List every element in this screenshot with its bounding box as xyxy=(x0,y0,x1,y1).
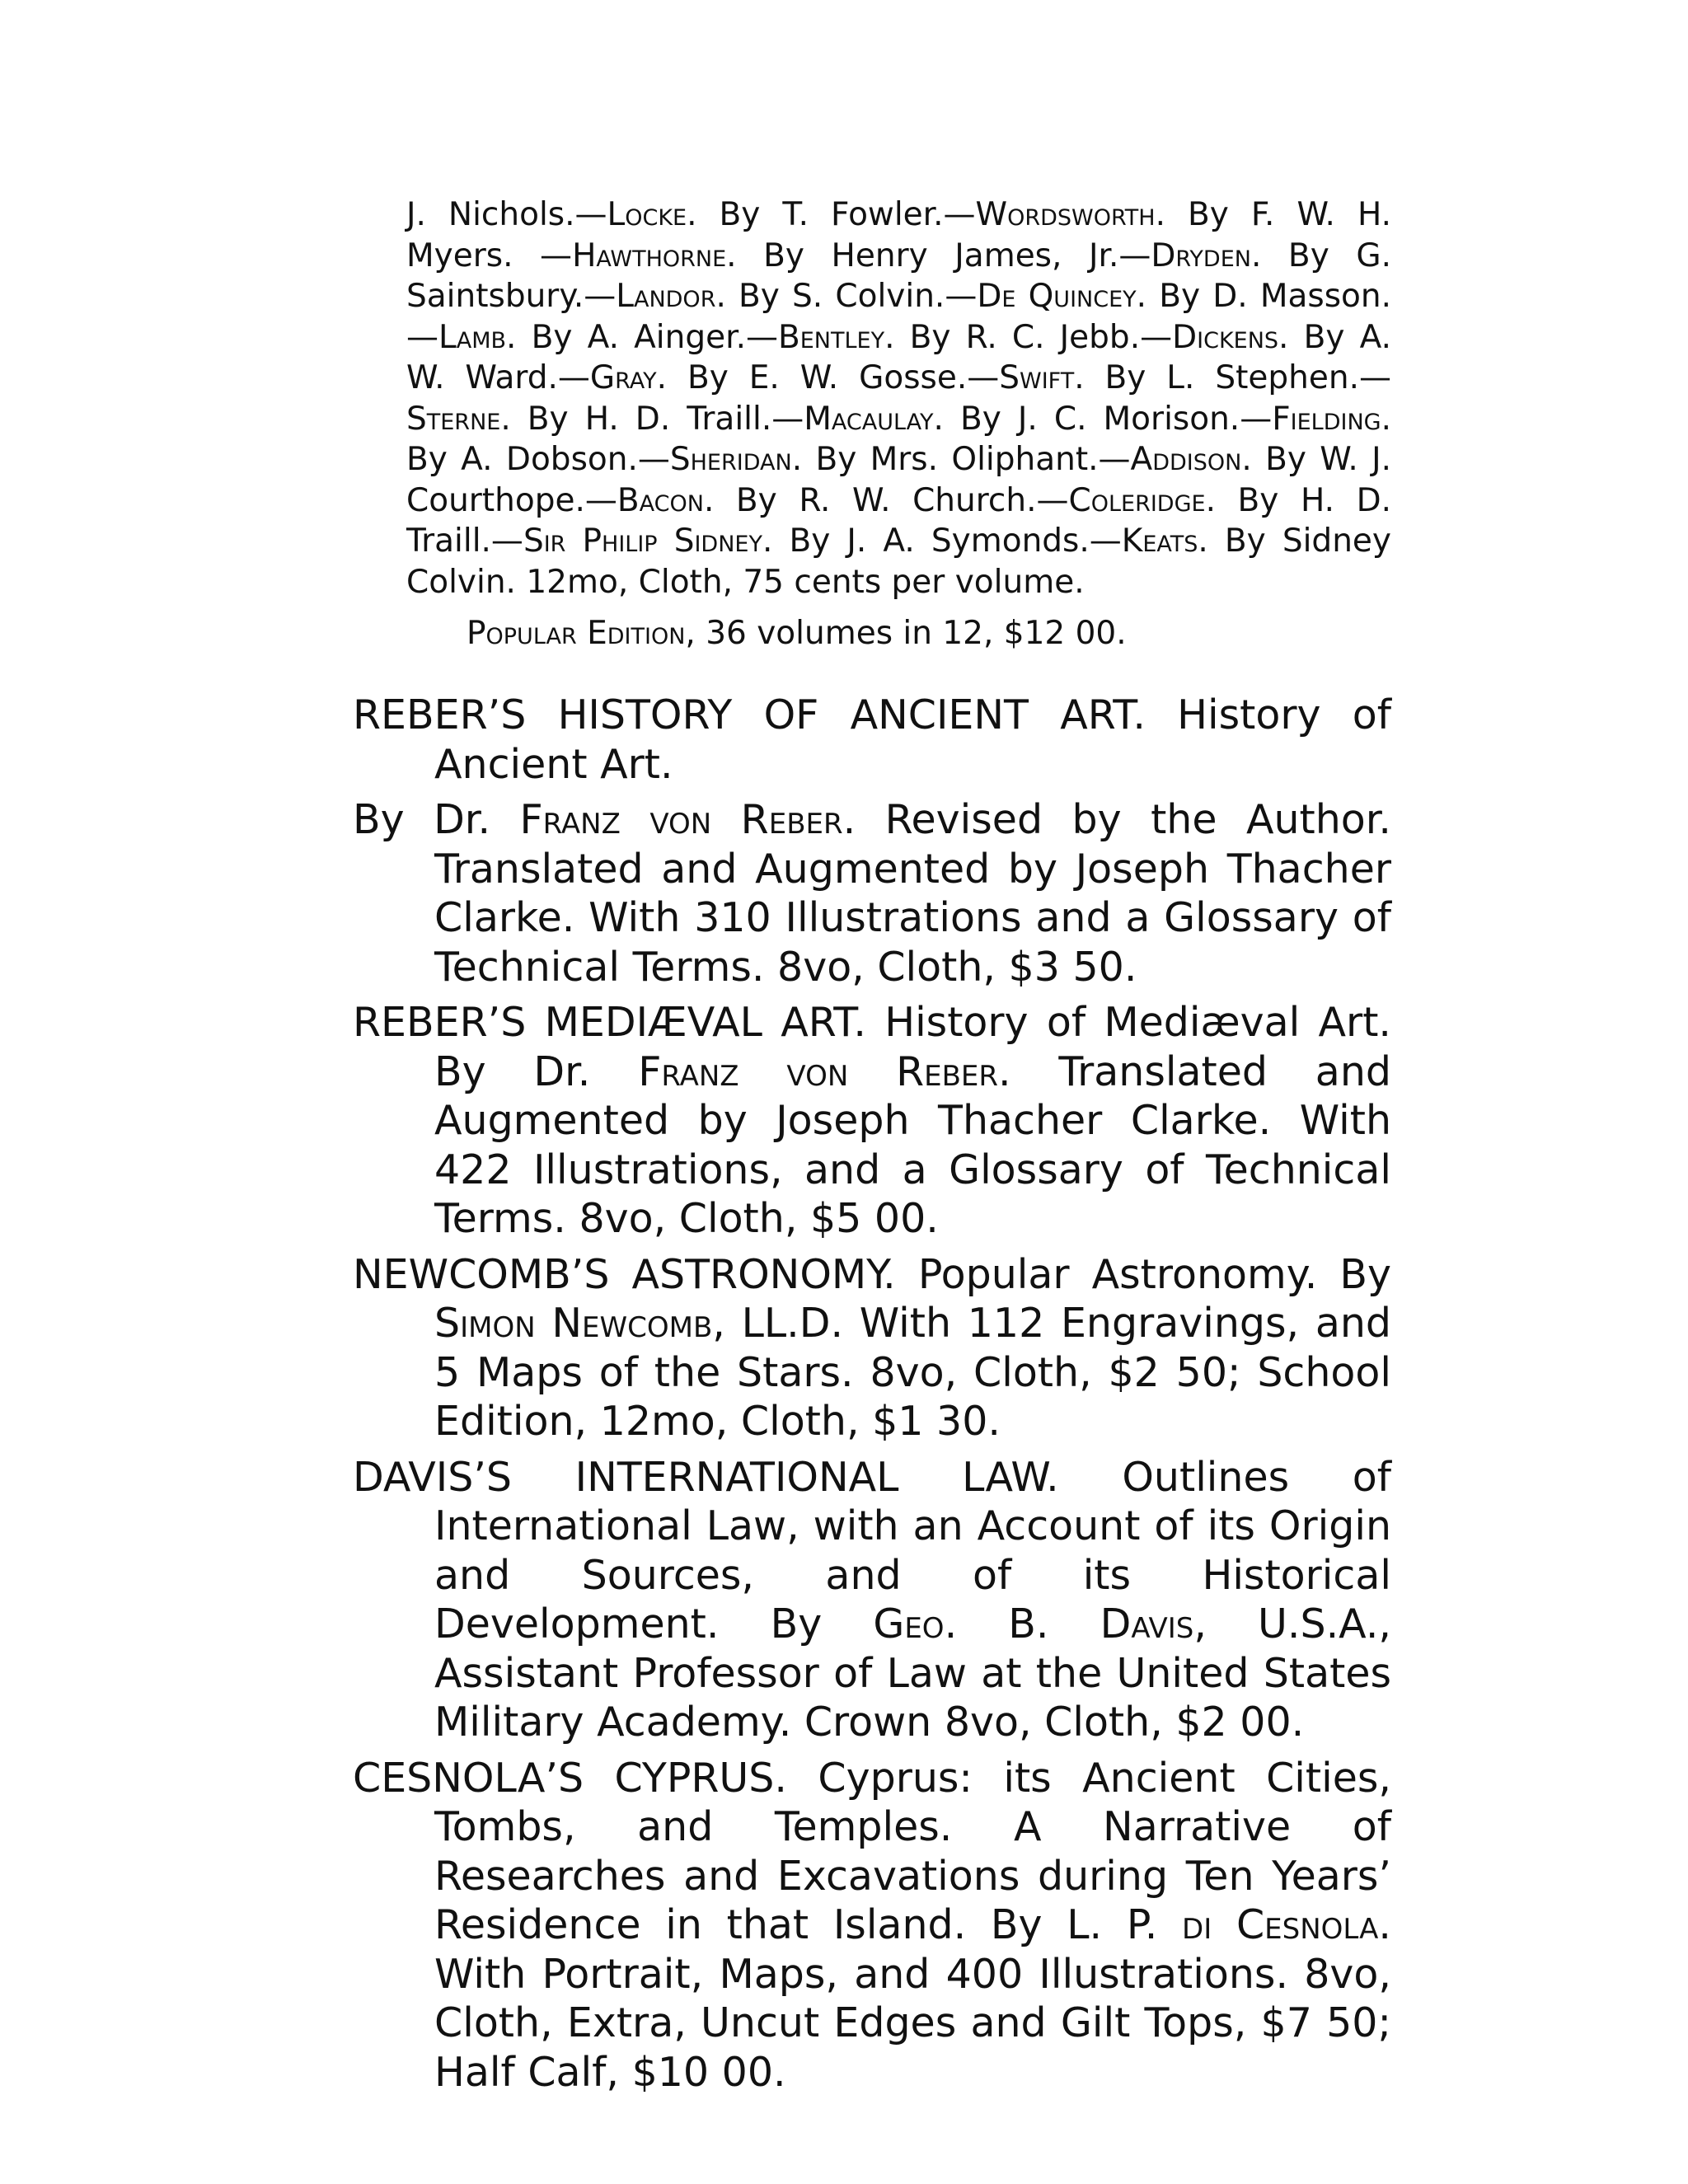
small-caps-name: Sheridan xyxy=(669,441,792,478)
text-run: . By G. Saintsbury.— xyxy=(406,237,1391,315)
text-run: . B. xyxy=(944,1601,1100,1647)
small-caps-name: Gray xyxy=(589,359,657,396)
small-caps-name: De Quincey xyxy=(977,278,1137,315)
book-listing xyxy=(353,691,1391,2103)
small-caps-name: Franz von Reber xyxy=(638,1047,999,1095)
small-caps-name: Dryden xyxy=(1151,237,1251,274)
text-run: . By Mrs. Oliphant.— xyxy=(791,441,1131,478)
small-caps-name: Sterne xyxy=(406,400,501,438)
small-caps-name: Keats xyxy=(1121,523,1198,560)
book-entry-reber-ancient-art-details xyxy=(353,795,1391,991)
text-run: . Translated and Augmented by Joseph Thacher Clarke. With 422 Illustrations, and a Glossary of Technical Terms. 8vo, Cloth, $5 00. xyxy=(434,1047,1391,1242)
text-run: . By A. Dobson.— xyxy=(406,400,1391,478)
small-caps-name: Sir Philip Sidney xyxy=(523,523,762,560)
text-run: . By A. W. Ward.— xyxy=(406,318,1391,396)
popular-edition-line xyxy=(467,613,1373,654)
text-run: DAVIS’S INTERNATIONAL LAW. Outlines of International Law, with an Account of its Origin and Sources, and of its Historical Development. By xyxy=(353,1453,1391,1647)
text-run: . By R. C. Jebb.— xyxy=(884,318,1173,356)
small-caps-name: di Cesnola xyxy=(1182,1901,1379,1948)
small-caps-name: Swift xyxy=(999,359,1075,396)
small-caps-name: Landor xyxy=(616,278,716,315)
small-caps-name: Dickens xyxy=(1172,318,1279,356)
text-run: J. Nichols.— xyxy=(406,196,607,233)
text-run: . By J. A. Symonds.— xyxy=(762,523,1122,560)
book-entry-davis-international-law xyxy=(353,1453,1391,1747)
small-caps-name: Bacon xyxy=(617,481,704,519)
text-run: . By H. D. Traill.— xyxy=(500,400,804,438)
small-caps-name: Popular Edition xyxy=(467,615,686,652)
text-run: CESNOLA’S CYPRUS. Cyprus: its Ancient Cities, Tombs, and Temples. A Narrative of Researches and Excavations during Ten Years’ Residence in that Island. By L. P. xyxy=(353,1754,1391,1948)
small-caps-name: Wordsworth xyxy=(975,196,1156,233)
book-entry-reber-ancient-art-title xyxy=(353,691,1391,789)
text-run: . By L. Stephen.— xyxy=(1074,359,1391,396)
small-caps-name: Simon Newcomb xyxy=(434,1300,713,1347)
text-run: . By W. J. Courthope.— xyxy=(406,441,1391,519)
text-run: . By R. W. Church.— xyxy=(703,481,1069,519)
text-run: . By E. W. Gosse.— xyxy=(656,359,1000,396)
text-run: By Dr. xyxy=(353,796,520,843)
text-run: REBER’S HISTORY OF ANCIENT ART. History of Ancient Art. xyxy=(353,691,1391,788)
text-run: . By F. W. H. Myers. — xyxy=(406,196,1391,274)
text-run: . By Henry James, Jr.— xyxy=(726,237,1151,274)
small-caps-name: Bentley xyxy=(777,318,885,356)
small-caps-name: Macaulay xyxy=(804,400,934,438)
small-caps-name: Franz von Reber xyxy=(519,796,843,843)
text-run: NEWCOMB’S ASTRONOMY. Popular Astronomy. By xyxy=(353,1250,1391,1298)
series-list-text xyxy=(406,194,1391,602)
text-run: . By S. Colvin.— xyxy=(715,278,978,315)
text-run: . By J. C. Morison.— xyxy=(933,400,1273,438)
popular-edition-text xyxy=(467,613,1373,654)
text-run: . With Portrait, Maps, and 400 Illustrations. 8vo, Cloth, Extra, Uncut Edges and Gilt Tops, $7 50; Half Calf, $10 00. xyxy=(434,1901,1391,2096)
small-caps-name: Geo xyxy=(873,1601,945,1647)
small-caps-name: Addison xyxy=(1130,441,1242,478)
text-run: REBER’S MEDIÆVAL ART. History of Mediæval Art. By Dr. xyxy=(353,999,1391,1095)
book-entry-newcomb-astronomy xyxy=(353,1250,1391,1446)
text-run: . By A. Ainger.— xyxy=(506,318,778,356)
series-list-continuation xyxy=(406,194,1391,602)
text-run: . By T. Fowler.— xyxy=(687,196,976,233)
text-run: , LL.D. With 112 Engravings, and 5 Maps of the Stars. 8vo, Cloth, $2 50; School Edition, 12mo, Cloth, $1 30. xyxy=(434,1300,1392,1445)
small-caps-name: Coleridge xyxy=(1068,481,1206,519)
text-run: . By Sidney Colvin. 12mo, Cloth, 75 cents per volume. xyxy=(406,523,1391,601)
text-run: . By D. Masson.— xyxy=(406,278,1391,356)
small-caps-name: Davis xyxy=(1100,1601,1194,1647)
small-caps-name: Fielding xyxy=(1272,400,1381,438)
book-entry-cesnola-cyprus xyxy=(353,1754,1391,2097)
text-run: . By H. D. Traill.— xyxy=(406,481,1392,560)
book-entry-reber-medieval-art xyxy=(353,998,1391,1244)
text-run: . Revised by the Author. Translated and Augmented by Joseph Thacher Clarke. With 310 Illustrations and a Glossary of Technical Terms. 8vo, Cloth, $3 50. xyxy=(434,796,1391,991)
small-caps-name: Lamb xyxy=(438,318,507,356)
text-run: , U.S.A., Assistant Professor of Law at the United States Military Academy. Crown 8vo, Cloth, $2 00. xyxy=(434,1601,1391,1746)
small-caps-name: Hawthorne xyxy=(572,237,727,274)
small-caps-name: Locke xyxy=(607,196,687,233)
text-run: , 36 volumes in 12, $12 00. xyxy=(685,615,1127,652)
